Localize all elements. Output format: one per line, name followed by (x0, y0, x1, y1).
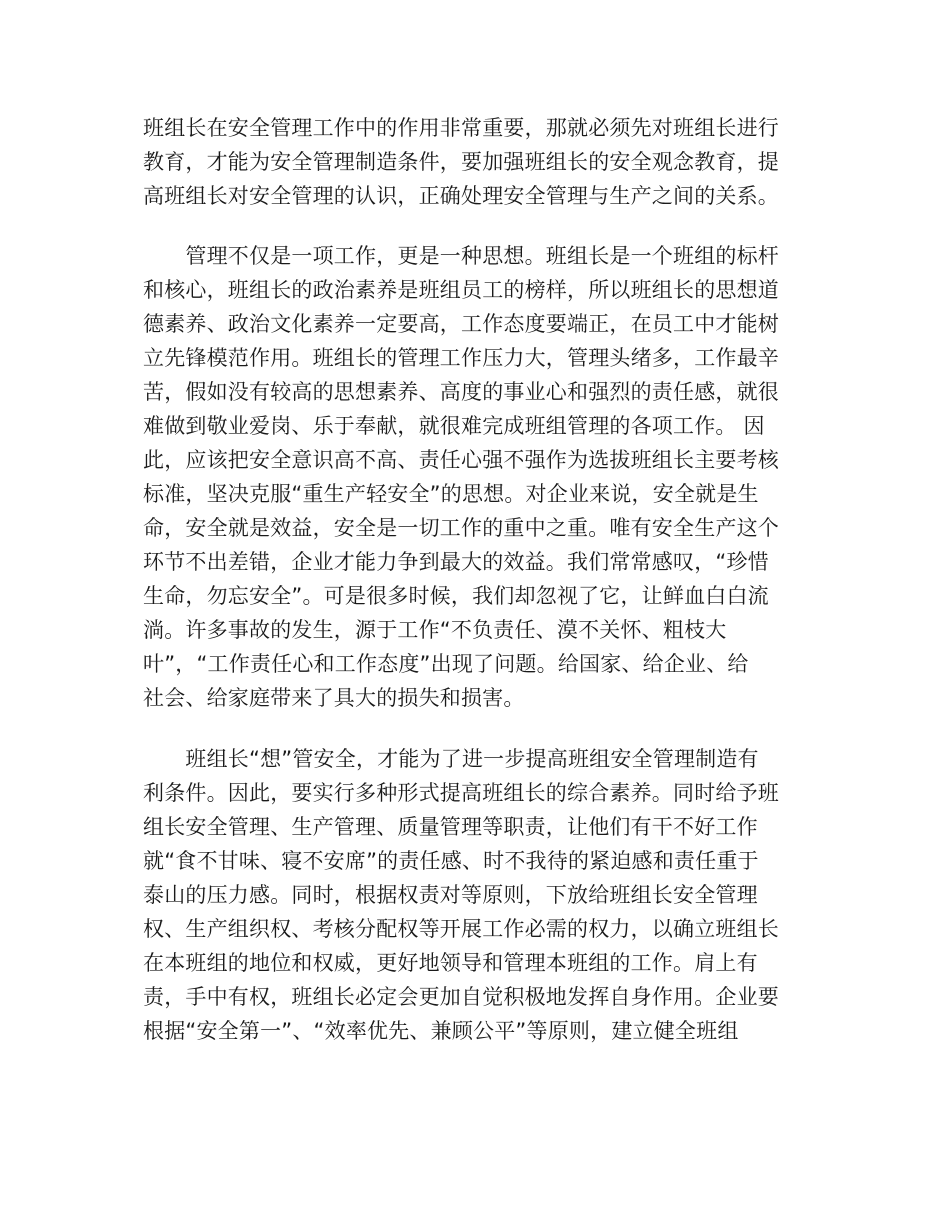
text-line: 难做到敬业爱岗、乐于奉献，就很难完成班组管理的各项工作。 因 (143, 414, 765, 438)
text-line: 高班组长对安全管理的认识，正确处理安全管理与生产之间的关系。 (143, 184, 779, 208)
text-line: 叶”，“工作责任心和工作态度”出现了问题。给国家、给企业、给 (143, 652, 749, 676)
text-line: 生命，勿忘安全”。可是很多时候，我们却忽视了它，让鲜血白白流 (143, 584, 769, 608)
paragraph-1 (143, 111, 803, 213)
text-line: 管理不仅是一项工作，更是一种思想。班组长是一个班组的标杆 (143, 244, 779, 268)
text-line: 和核心，班组长的政治素养是班组员工的榜样，所以班组长的思想道 (143, 278, 779, 302)
text-line: 立先锋模范作用。班组长的管理工作压力大，管理头绪多，工作最辛 (143, 346, 779, 370)
text-line: 班组长“想”管安全，才能为了进一步提高班组安全管理制造有 (143, 747, 759, 771)
text-line: 在本班组的地位和权威，更好地领导和管理本班组的工作。肩上有 (143, 951, 758, 975)
text-line: 环节不出差错，企业才能力争到最大的效益。我们常常感叹，“珍惜 (143, 550, 769, 574)
text-line: 标准，坚决克服“重生产轻安全”的思想。对企业来说，安全就是生 (143, 482, 759, 506)
text-line: 班组长在安全管理工作中的作用非常重要，那就必须先对班组长进行 (143, 116, 779, 140)
text-line: 苦，假如没有较高的思想素养、高度的事业心和强烈的责任感，就很 (143, 380, 779, 404)
text-line: 权、生产组织权、考核分配权等开展工作必需的权力，以确立班组长 (143, 917, 779, 941)
text-line: 组长安全管理、生产管理、质量管理等职责，让他们有干不好工作 (143, 815, 758, 839)
text-line: 责，手中有权，班组长必定会更加自觉积极地发挥自身作用。企业要 (143, 985, 779, 1009)
paragraph-3 (143, 742, 803, 1048)
text-line: 德素养、政治文化素养一定要高，工作态度要端正，在员工中才能树 (143, 312, 779, 336)
text-line: 社会、给家庭带来了具大的损失和损害。 (143, 686, 525, 710)
text-line: 利条件。因此，要实行多种形式提高班组长的综合素养。同时给予班 (143, 781, 779, 805)
text-line: 教育，才能为安全管理制造条件，要加强班组长的安全观念教育，提 (143, 150, 779, 174)
text-line: 淌。许多事故的发生，源于工作“不负责任、漠不关怀、粗枝大 (143, 618, 727, 642)
text-line: 泰山的压力感。同时，根据权责对等原则，下放给班组长安全管理 (143, 883, 758, 907)
text-line: 根据“安全第一”、“效率优先、兼顾公平”等原则，建立健全班组 (143, 1019, 739, 1043)
text-line: 命，安全就是效益，安全是一切工作的重中之重。唯有安全生产这个 (143, 516, 779, 540)
text-line: 就“食不甘味、寝不安席”的责任感、时不我待的紧迫感和责任重于 (143, 849, 759, 873)
paragraph-2 (143, 239, 803, 715)
text-line: 此，应该把安全意识高不高、责任心强不强作为选拔班组长主要考核 (143, 448, 779, 472)
